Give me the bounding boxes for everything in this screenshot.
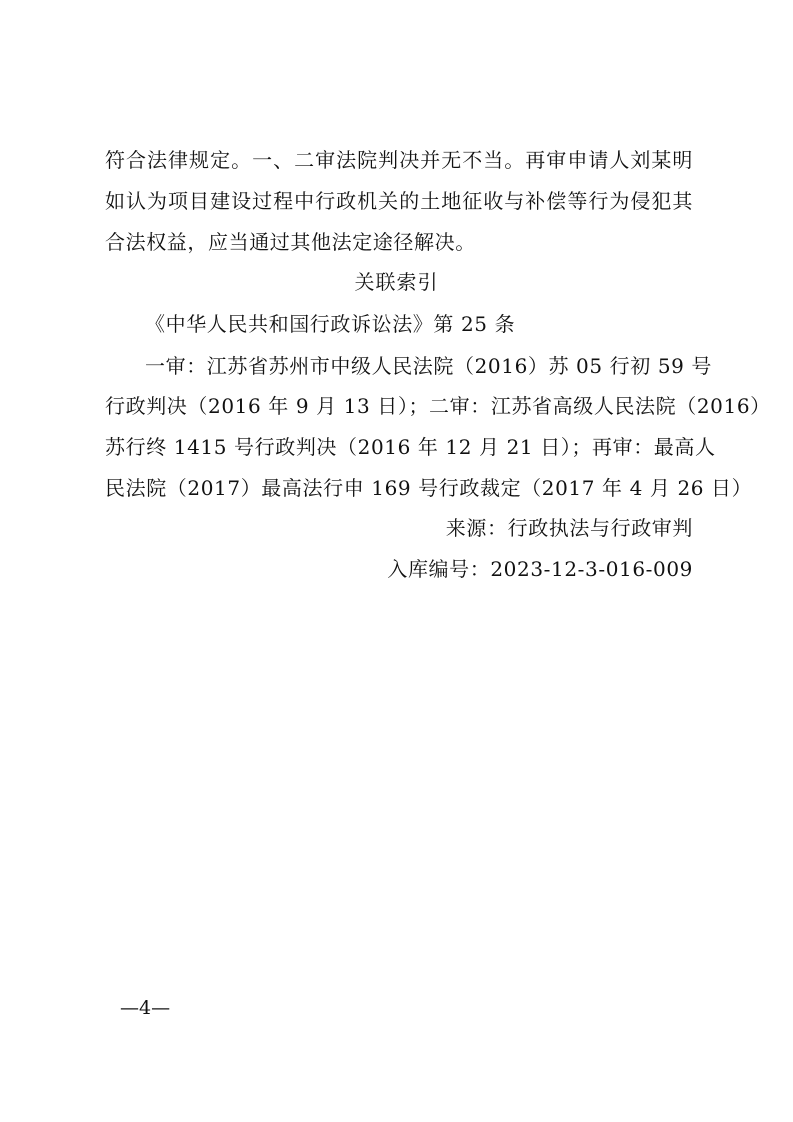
- section-heading: 关联索引: [354, 270, 439, 294]
- body-text-line-2: 如认为项目建设过程中行政机关的土地征收与补偿等行为侵犯其: [105, 189, 693, 213]
- case-line-4: 民法院（2017）最高法行申 169 号行政裁定（2017 年 4 月 26 日）: [105, 476, 753, 500]
- case-line-1: 一审：江苏省苏州市中级人民法院（2016）苏 05 行初 59 号: [145, 354, 713, 378]
- source-line: 来源：行政执法与行政审判: [445, 516, 693, 540]
- entry-number: 入库编号：2023-12-3-016-009: [387, 557, 693, 581]
- case-line-3: 苏行终 1415 号行政判决（2016 年 12 月 21 日）；再审：最高人: [105, 435, 716, 459]
- body-text-line-3: 合法权益，应当通过其他法定途径解决。: [105, 230, 476, 254]
- law-reference: 《中华人民共和国行政诉讼法》第 25 条: [145, 312, 516, 336]
- case-line-2: 行政判决（2016 年 9 月 13 日）；二审：江苏省高级人民法院（2016）: [105, 394, 771, 418]
- page-number: —4—: [120, 997, 171, 1019]
- body-text-line-1: 符合法律规定。一、二审法院判决并无不当。再审申请人刘某明: [105, 148, 693, 172]
